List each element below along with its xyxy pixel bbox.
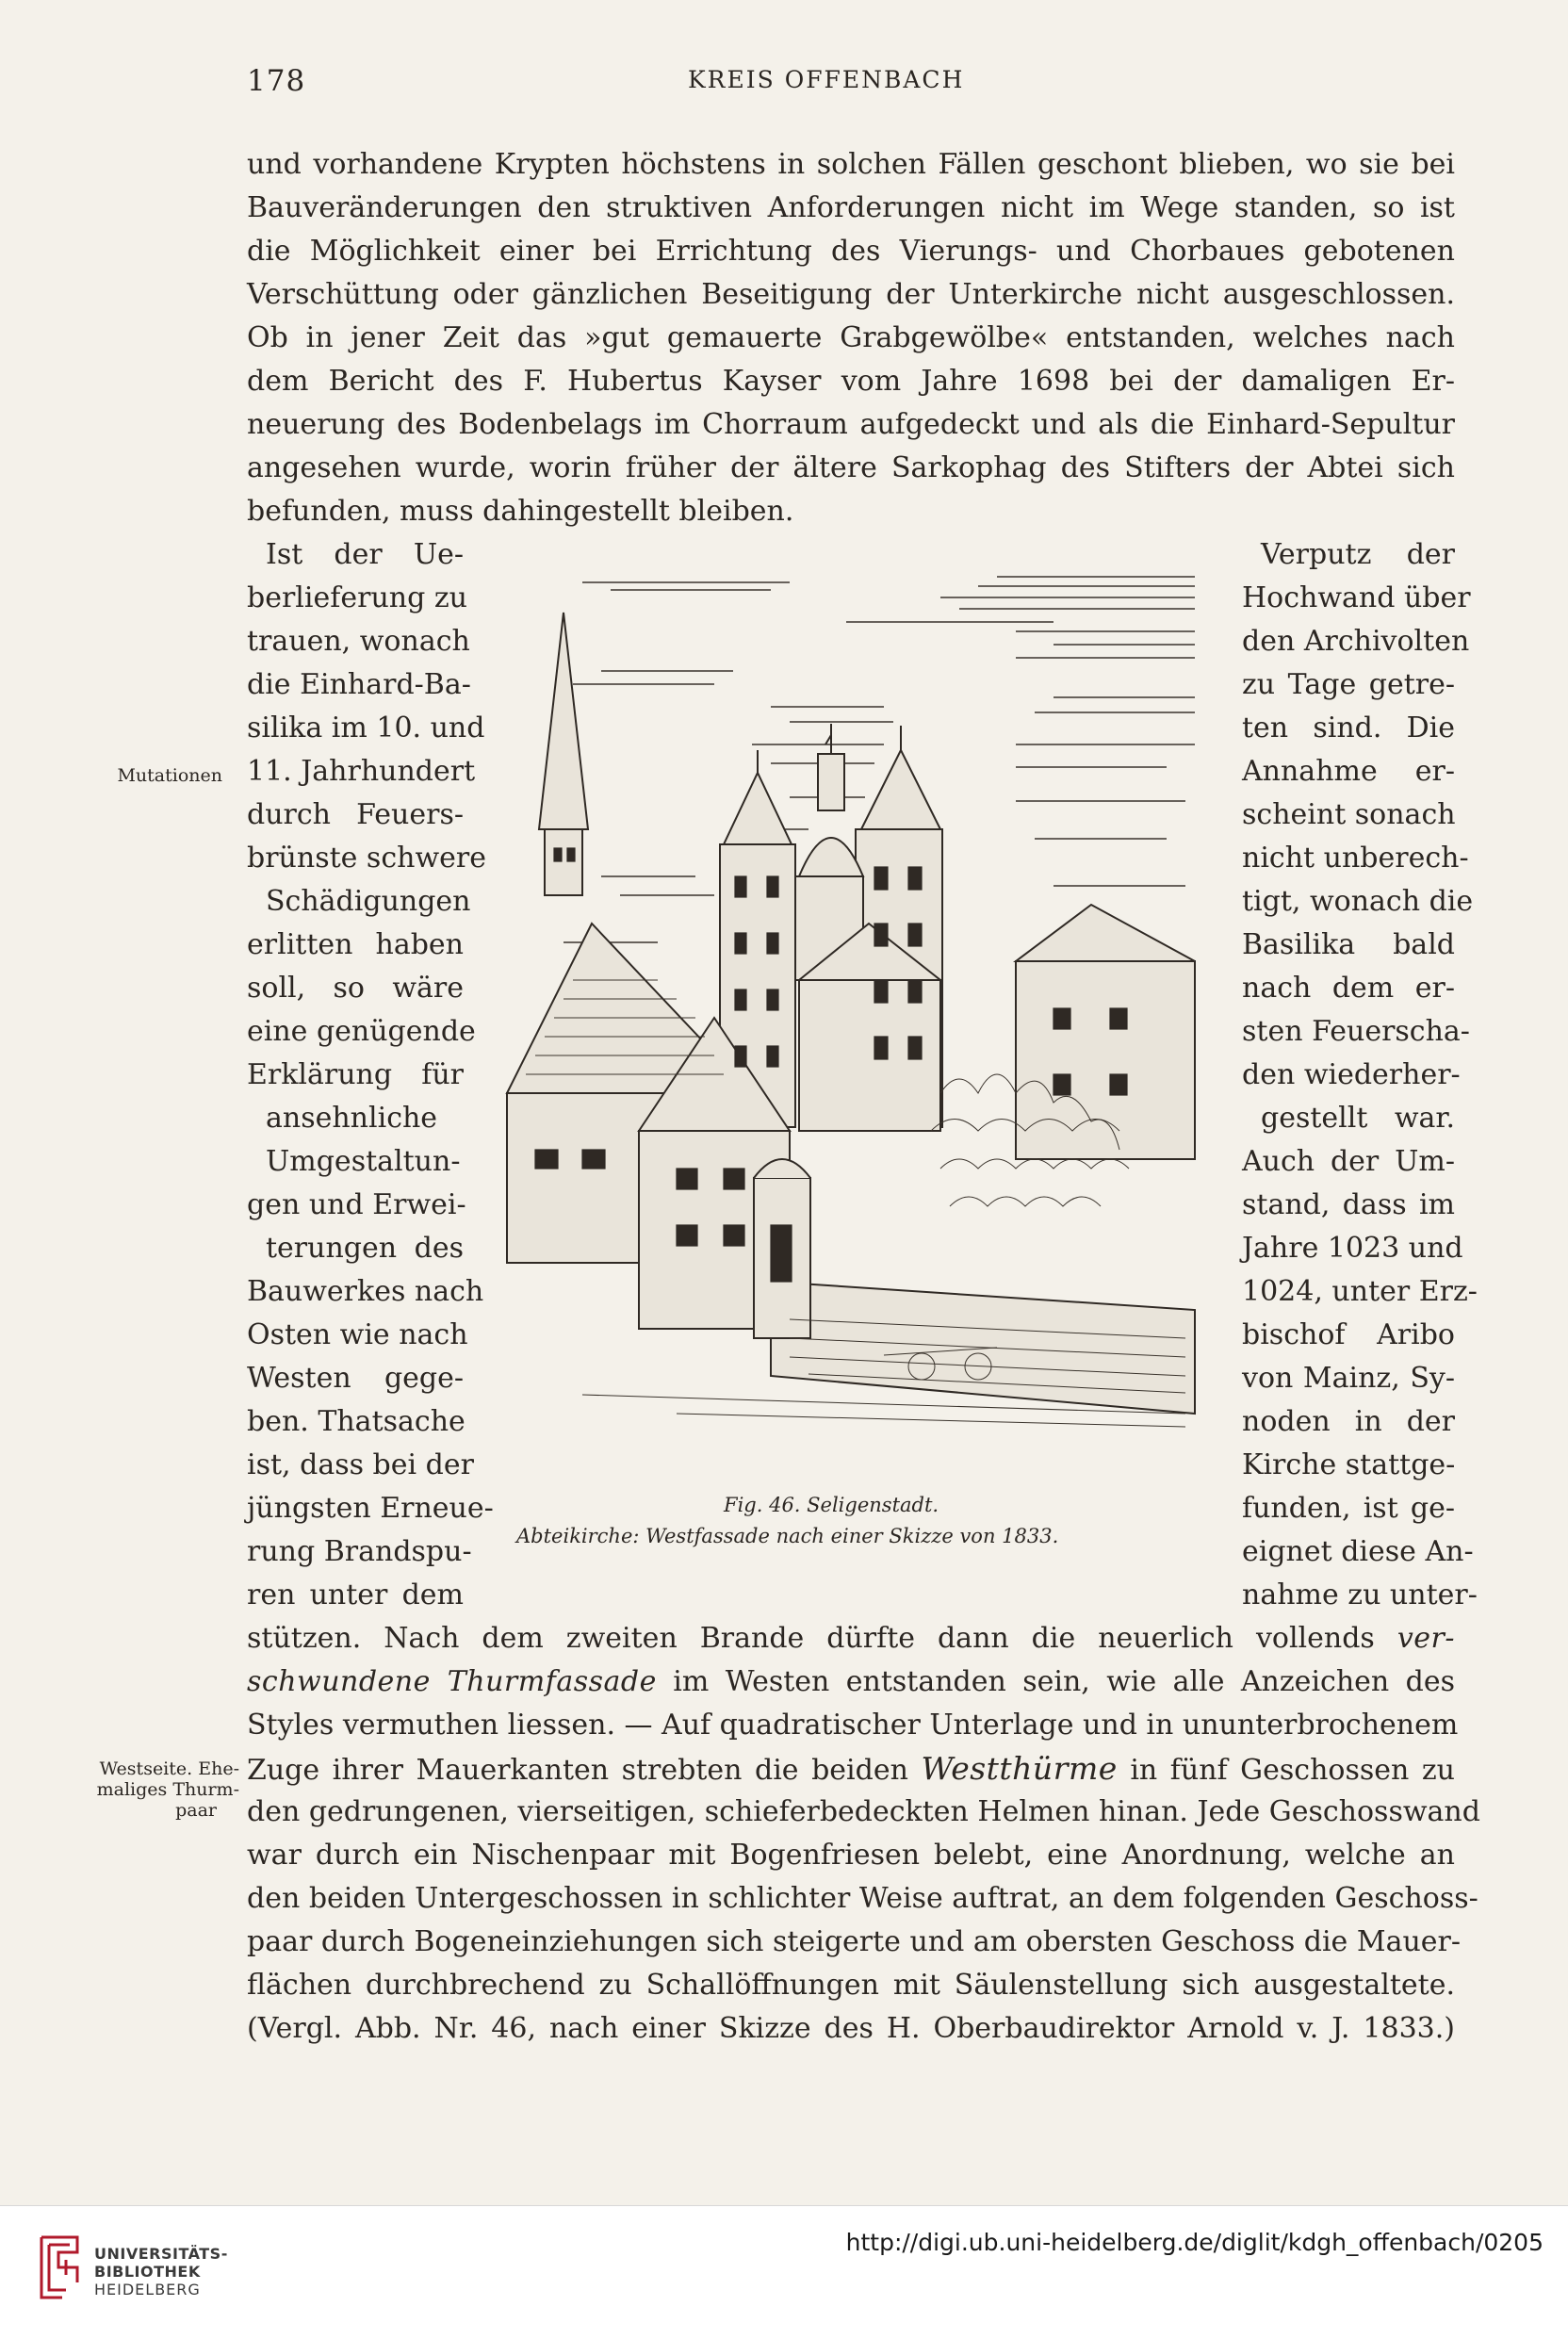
margin-note-mutationen: Mutationen <box>117 765 222 786</box>
text-line: tigt, wonach die <box>1242 885 1474 918</box>
text-line: rung Brandspu- <box>247 1535 472 1568</box>
text-line: ansehnliche <box>266 1102 438 1135</box>
text-line: ren unter dem <box>247 1578 464 1611</box>
engraving-figure <box>488 565 1199 1547</box>
text-line: Umgestaltun- <box>266 1145 461 1178</box>
text-line: den gedrungenen, vierseitigen, schieferbedeckten Helmen hinan. Jede Geschosswand <box>247 1795 1480 1828</box>
figure-caption-description: Abteikirche: Westfassade nach einer Skizze von 1833. <box>516 1525 1059 1547</box>
source-url-link[interactable]: http://digi.ub.uni-heidelberg.de/diglit/kdgh_offenbach/0205 <box>845 2229 1544 2256</box>
page-number: 178 <box>247 64 306 98</box>
text-line: Ist der Ue- <box>266 538 464 571</box>
text-line: den Archivolten <box>1242 625 1470 658</box>
text-line: und vorhandene Krypten höchstens in solchen Fällen geschont blieben, wo sie bei <box>247 148 1455 181</box>
text-line: Osten wie nach <box>247 1318 468 1351</box>
text-line: (Vergl. Abb. Nr. 46, nach einer Skizze des H. Oberbaudirektor Arnold v. J. 1833.) <box>247 2012 1455 2045</box>
text-line: Basilika bald <box>1242 928 1455 961</box>
text-line: eignet diese An- <box>1242 1535 1474 1568</box>
text-line: von Mainz, Sy- <box>1242 1362 1455 1395</box>
church-illustration <box>488 565 1199 1461</box>
text-line: trauen, wonach <box>247 625 470 658</box>
text-line: scheint sonach <box>1242 798 1456 831</box>
text-line: Westen gege- <box>247 1362 464 1395</box>
figure-caption-title: Fig. 46. Seligenstadt. <box>724 1494 939 1516</box>
text-line: bischof Aribo <box>1242 1318 1455 1351</box>
text-line: flächen durchbrechend zu Schallöffnungen mit Säulenstellung sich ausgestaltete. <box>247 1969 1455 2002</box>
emphasis-text: ver- <box>1396 1622 1455 1655</box>
text-span: im Westen entstanden sein, wie alle Anzeichen des <box>673 1665 1455 1698</box>
text-line: Verschüttung oder gänzlichen Beseitigung der Unterkirche nicht ausgeschlossen. <box>247 278 1455 311</box>
text-line: 1024, unter Erz- <box>1242 1275 1478 1308</box>
text-line: die Einhard-Ba- <box>247 668 471 701</box>
text-line: befunden, muss dahingestellt bleiben. <box>247 495 794 528</box>
text-line: nach dem er- <box>1242 972 1455 1005</box>
library-name-line: HEIDELBERG <box>94 2281 201 2298</box>
text-line: dem Bericht des F. Hubertus Kayser vom Jahre 1698 bei der damaligen Er- <box>247 365 1455 398</box>
text-line <box>247 1666 1455 1698</box>
text-line: Bauveränderungen den struktiven Anforderungen nicht im Wege standen, so ist <box>247 191 1455 224</box>
text-line: paar durch Bogeneinziehungen sich steigerte und am obersten Geschoss die Mauer- <box>247 1925 1462 1958</box>
running-head: KREIS OFFENBACH <box>688 66 965 93</box>
text-line: Bauwerkes nach <box>247 1275 484 1308</box>
text-line: Schädigungen <box>266 885 471 918</box>
text-span: in fünf Geschossen zu <box>1130 1754 1455 1787</box>
margin-note-line: maliges Thurm- <box>96 1779 239 1800</box>
text-line: silika im 10. und <box>247 712 485 744</box>
text-line: gestellt war. <box>1261 1102 1455 1135</box>
text-line: Verputz der <box>1261 538 1455 571</box>
text-line: durch Feuers- <box>247 798 464 831</box>
text-line: Hochwand über <box>1242 581 1471 614</box>
text-line: erlitten haben <box>247 928 464 961</box>
text-line: ten sind. Die <box>1242 712 1455 744</box>
text-line: 11. Jahrhundert <box>247 755 476 788</box>
text-line: jüngsten Erneue- <box>247 1492 494 1525</box>
text-line: stand, dass im <box>1242 1188 1455 1221</box>
margin-note-westseite <box>38 1758 239 1821</box>
text-line: war durch ein Nischenpaar mit Bogenfriesen belebt, eine Anordnung, welche an <box>247 1839 1455 1872</box>
text-line <box>247 1750 1455 1787</box>
text-line: Jahre 1023 und <box>1242 1232 1463 1265</box>
text-line: soll, so wäre <box>247 972 464 1005</box>
emphasis-text: schwundene Thurmfassade <box>247 1665 657 1698</box>
text-line: zu Tage getre- <box>1242 668 1455 701</box>
text-line: sten Feuerscha- <box>1242 1015 1470 1048</box>
text-line <box>247 1623 1455 1655</box>
text-line: neuerung des Bodenbelags im Chorraum aufgedeckt und als die Einhard-Sepultur <box>247 408 1455 441</box>
text-line: nicht unberech- <box>1242 842 1469 875</box>
text-line: berlieferung zu <box>247 581 467 614</box>
text-line: die Möglichkeit einer bei Errichtung des Vierungs- und Chorbaues gebotenen <box>247 235 1455 268</box>
text-line: Styles vermuthen liessen. — Auf quadratischer Unterlage und in ununterbrochenem <box>247 1709 1459 1742</box>
text-line: terungen des <box>266 1232 464 1265</box>
text-line: Erklärung für <box>247 1058 464 1091</box>
text-line: ben. Thatsache <box>247 1405 466 1438</box>
text-line: ist, dass bei der <box>247 1448 474 1481</box>
margin-note-line: paar <box>175 1800 217 1821</box>
text-span: stützen. Nach dem zweiten Brande dürfte dann die neuerlich vollends <box>247 1622 1375 1655</box>
margin-note-line: Westseite. Ehe- <box>99 1758 239 1779</box>
text-line: Kirche stattge- <box>1242 1448 1456 1481</box>
text-span: Zuge ihrer Mauerkanten strebten die beiden <box>247 1754 908 1787</box>
emphasis-text: Westthürme <box>921 1750 1118 1787</box>
text-line: den wiederher- <box>1242 1058 1461 1091</box>
text-line: den beiden Untergeschossen in schlichter Weise auftrat, an dem folgenden Geschoss- <box>247 1882 1478 1915</box>
text-line: gen und Erwei- <box>247 1188 466 1221</box>
text-line: funden, ist ge- <box>1242 1492 1455 1525</box>
library-logo-icon <box>38 2233 81 2301</box>
text-line: Ob in jener Zeit das »gut gemauerte Grabgewölbe« entstanden, welches nach <box>247 321 1455 354</box>
library-name-line: UNIVERSITÄTS- <box>94 2245 228 2263</box>
text-line: eine genügende <box>247 1015 476 1048</box>
text-line: brünste schwere <box>247 842 486 875</box>
text-line: Auch der Um- <box>1242 1145 1455 1178</box>
text-line: angesehen wurde, worin früher der ältere Sarkophag des Stifters der Abtei sich <box>247 451 1455 484</box>
library-name-line: BIBLIOTHEK <box>94 2263 201 2281</box>
footer-bar <box>0 2205 1568 2339</box>
text-line: Annahme er- <box>1242 755 1455 788</box>
text-line: nahme zu unter- <box>1242 1578 1478 1611</box>
text-line: noden in der <box>1242 1405 1455 1438</box>
